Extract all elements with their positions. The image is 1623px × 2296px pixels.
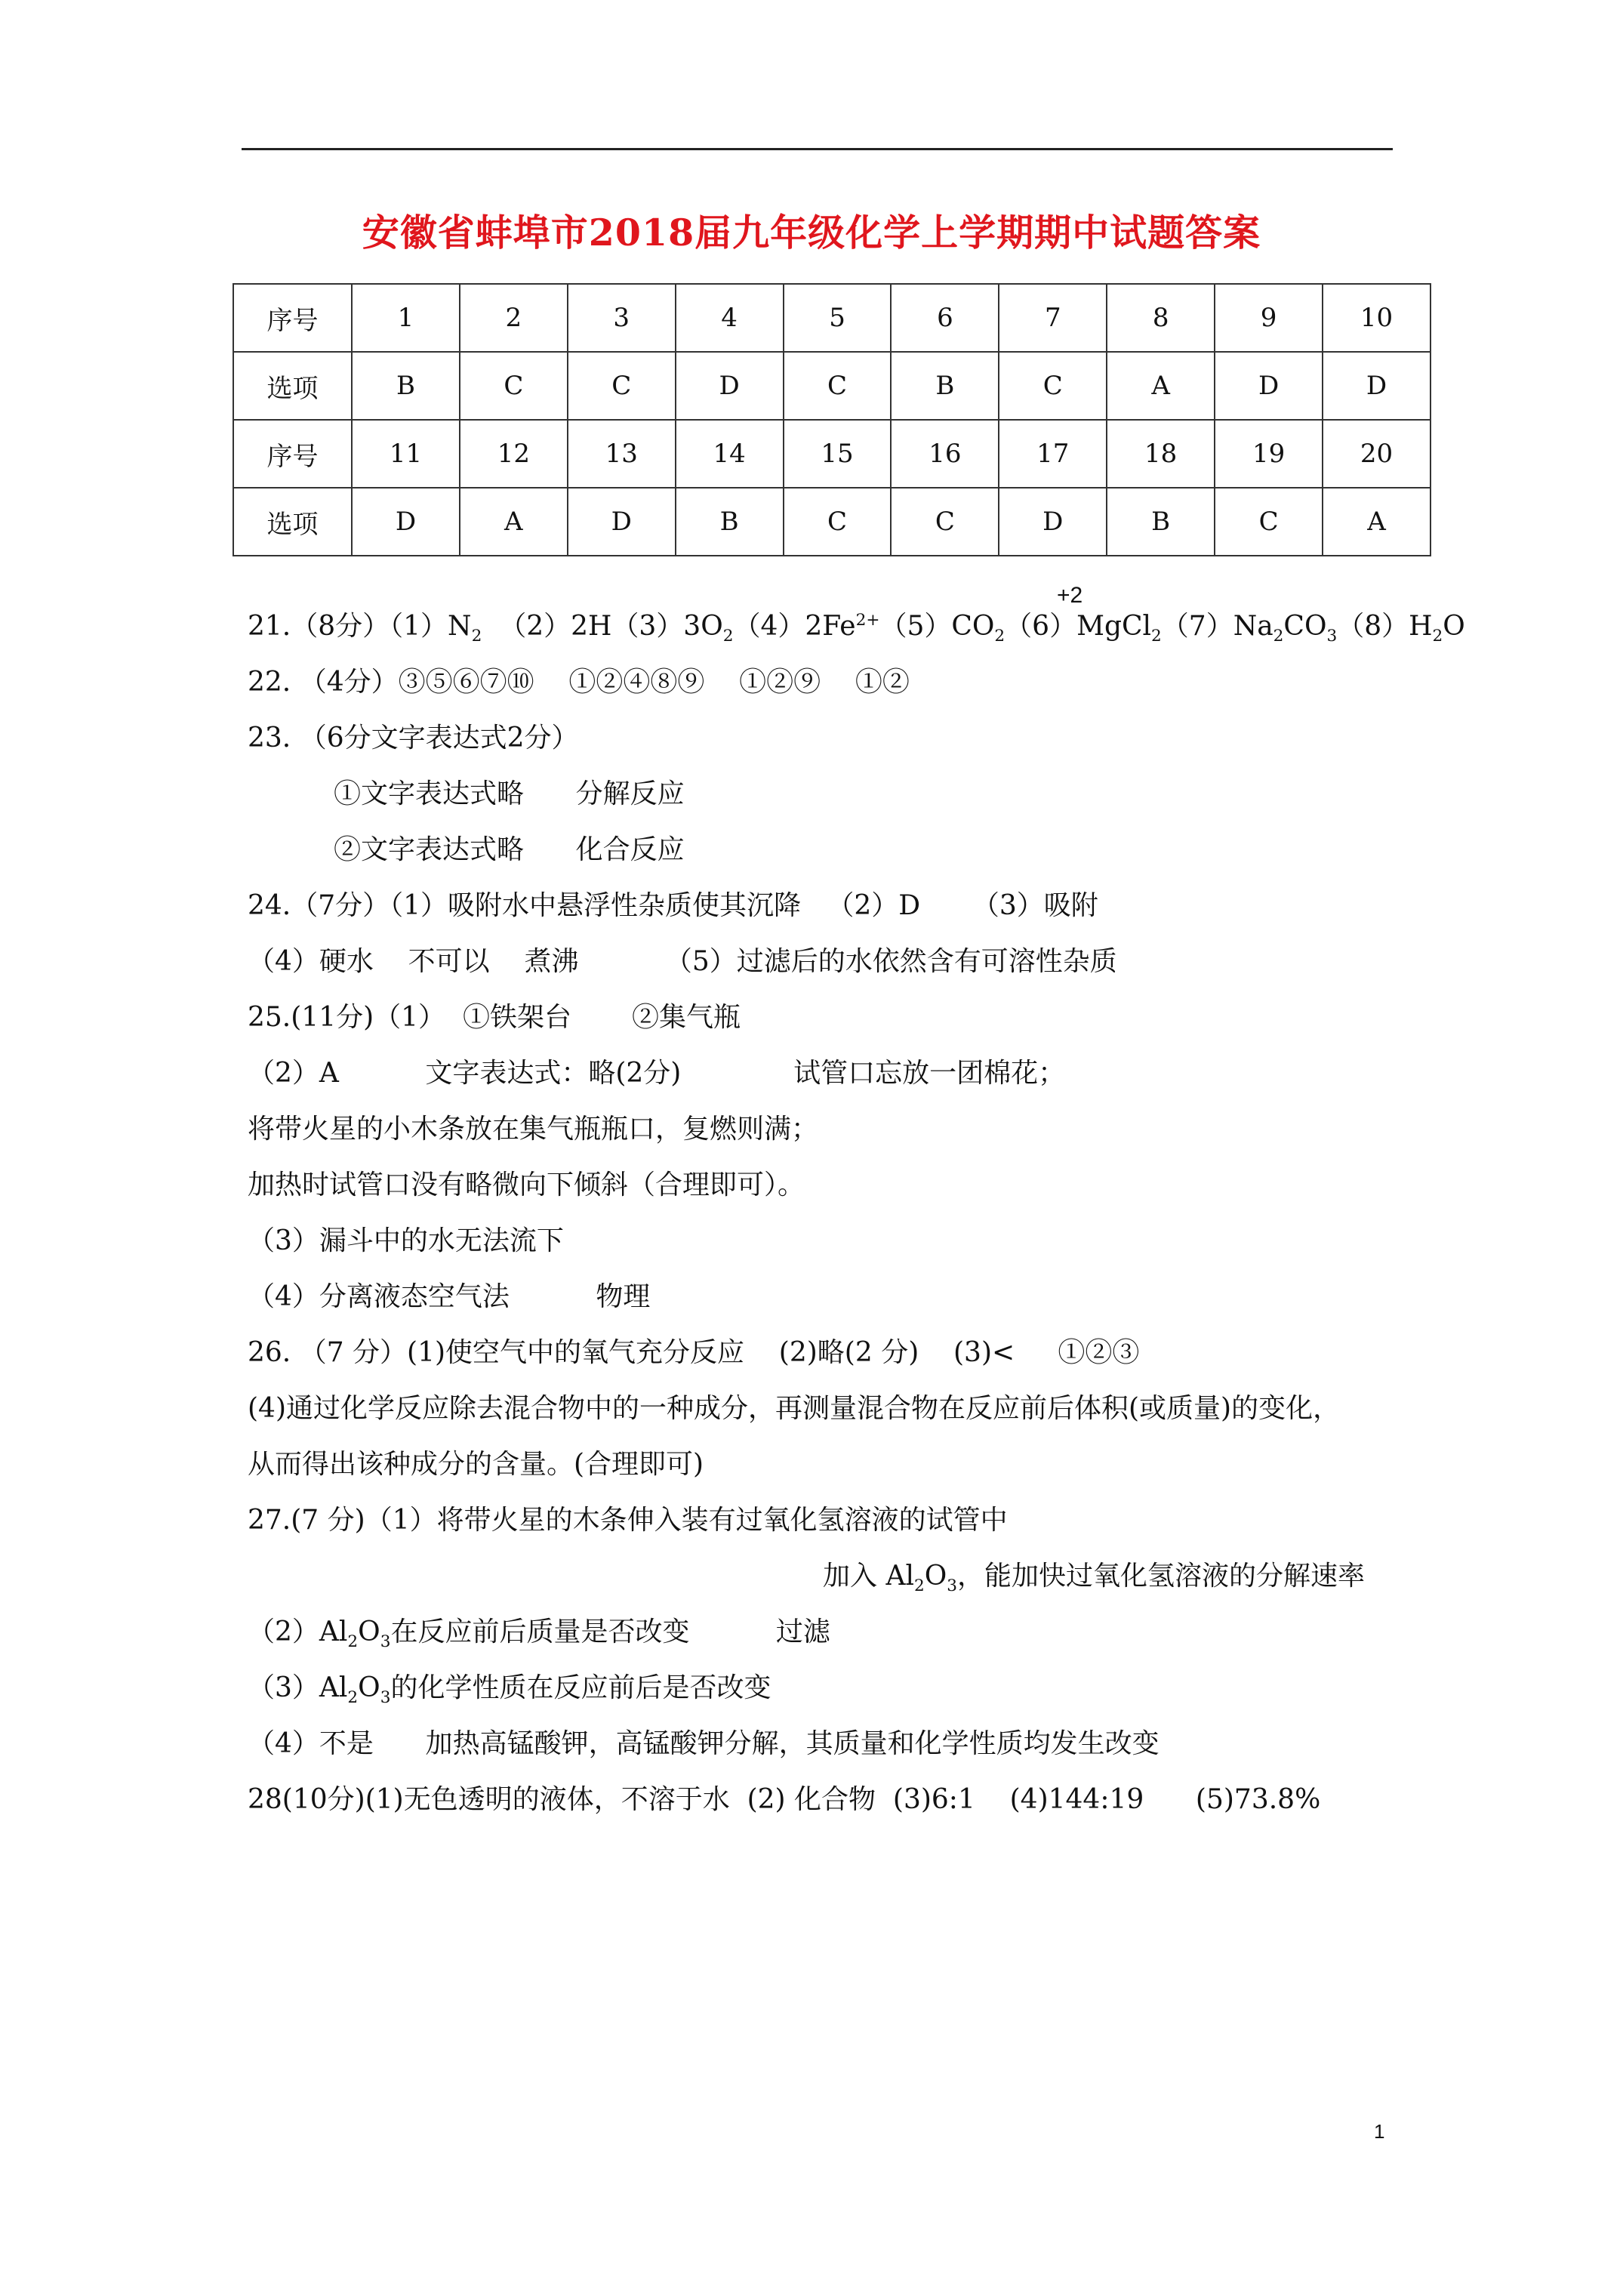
answer-line-23-1: ①文字表达式略 分解反应 <box>334 778 685 809</box>
table-cell: D <box>999 488 1107 556</box>
document-title: 安徽省蚌埠市2018届九年级化学上学期期中试题答案 <box>362 211 1261 254</box>
text-span: （7）Na <box>1161 611 1273 642</box>
table-cell: 16 <box>891 420 999 488</box>
table-cell: D <box>1323 352 1431 420</box>
subscript: 2 <box>1273 627 1284 646</box>
text-span: 的化学性质在反应前后是否改变 <box>390 1672 771 1703</box>
text-span: CO <box>1283 611 1327 642</box>
text-span: 加入 Al <box>823 1561 914 1592</box>
subscript: 3 <box>380 1632 391 1652</box>
table-row <box>233 284 1431 352</box>
table-cell: 19 <box>1215 420 1323 488</box>
subscript: 2 <box>471 627 482 646</box>
table-cell: C <box>1215 488 1323 556</box>
text-span: O <box>924 1561 947 1592</box>
subscript: 3 <box>1326 627 1338 646</box>
subscript: 2 <box>913 1576 925 1596</box>
answer-line-21 <box>248 610 1465 646</box>
answer-line-23-2: ②文字表达式略 化合反应 <box>334 834 685 865</box>
answer-line-26-4b: 从而得出该种成分的含量。(合理即可) <box>248 1449 704 1480</box>
table-cell: D <box>568 488 676 556</box>
row-label: 选项 <box>233 488 352 556</box>
table-cell: C <box>460 352 568 420</box>
table-cell: A <box>460 488 568 556</box>
subscript: 3 <box>380 1688 391 1708</box>
table-cell: 3 <box>568 284 676 352</box>
table-row <box>233 420 1431 488</box>
table-row <box>233 488 1431 556</box>
table-cell: 1 <box>352 284 460 352</box>
subscript: 3 <box>947 1576 957 1596</box>
table-cell: 6 <box>891 284 999 352</box>
answer-line-24-4: （4）硬水 不可以 煮沸 （5）过滤后的水依然含有可溶性杂质 <box>248 946 1117 977</box>
table-cell: C <box>784 488 892 556</box>
answer-line-25-3: （3）漏斗中的水无法流下 <box>248 1225 564 1256</box>
superscript: 2+ <box>855 611 880 630</box>
table-cell: 10 <box>1323 284 1431 352</box>
page-number: 1 <box>1374 2120 1385 2143</box>
answer-line-25-2c: 加热时试管口没有略微向下倾斜（合理即可）。 <box>248 1170 805 1200</box>
row-label: 序号 <box>233 284 352 352</box>
answer-line-22: 22. （4分）③⑤⑥⑦⑩ ①②④⑧⑨ ①②⑨ ①② <box>248 667 910 698</box>
table-cell: 8 <box>1107 284 1215 352</box>
answer-line-23: 23. （6分文字表达式2分） <box>248 723 579 754</box>
text-span: ，能加快过氧化氢溶液的分解速率 <box>956 1561 1365 1592</box>
answer-line-28: 28(10分)(1)无色透明的液体，不溶于水 (2) 化合物 (3)6:1 (4)144:19 (5)73.8% <box>248 1784 1321 1815</box>
table-cell: D <box>1215 352 1323 420</box>
table-cell: C <box>999 352 1107 420</box>
table-cell: 20 <box>1323 420 1431 488</box>
text-span: （8）H <box>1337 611 1433 642</box>
table-cell: B <box>891 352 999 420</box>
answer-line-26: 26. （7 分）(1)使空气中的氧气充分反应 (2)略(2 分) (3)< ①②③ <box>248 1337 1140 1368</box>
answer-line-27: 27.(7 分)（1）将带火星的木条伸入装有过氧化氢溶液的试管中 <box>248 1505 1008 1536</box>
subscript: 2 <box>722 627 734 646</box>
answer-table <box>233 283 1431 556</box>
table-cell: 15 <box>784 420 892 488</box>
text-span: O <box>358 1672 380 1703</box>
valence-charge: +2 <box>1057 583 1083 608</box>
table-cell: 17 <box>999 420 1107 488</box>
subscript: 2 <box>994 627 1006 646</box>
table-cell: 14 <box>676 420 784 488</box>
text-span: （6）MgCl <box>1005 611 1152 642</box>
table-cell: 2 <box>460 284 568 352</box>
table-cell: 12 <box>460 420 568 488</box>
table-row <box>233 352 1431 420</box>
table-cell: B <box>676 488 784 556</box>
row-label: 选项 <box>233 352 352 420</box>
answer-line-24: 24.（7分）（1）吸附水中悬浮性杂质使其沉降 （2）D （3）吸附 <box>248 890 1098 921</box>
subscript: 2 <box>347 1688 359 1708</box>
answer-line-27-3 <box>248 1672 771 1708</box>
answer-line-27-1b <box>823 1560 1365 1596</box>
table-cell: 4 <box>676 284 784 352</box>
text-span: （4）2Fe <box>733 611 856 642</box>
text-span: O <box>358 1616 380 1647</box>
answer-line-27-4: （4）不是 加热高锰酸钾，高锰酸钾分解，其质量和化学性质均发生改变 <box>248 1728 1160 1759</box>
text-span: （2）2H（3）3O <box>482 611 723 642</box>
subscript: 2 <box>1151 627 1162 646</box>
table-cell: A <box>1107 352 1215 420</box>
text-span: 21.（8分）（1）N <box>248 611 472 642</box>
table-cell: C <box>784 352 892 420</box>
table-cell: B <box>1107 488 1215 556</box>
table-cell: 5 <box>784 284 892 352</box>
table-cell: A <box>1323 488 1431 556</box>
row-label: 序号 <box>233 420 352 488</box>
text-span: （5）CO <box>879 611 995 642</box>
answer-line-25: 25.(11分)（1） ①铁架台 ②集气瓶 <box>248 1002 741 1033</box>
text-span: 在反应前后质量是否改变 过滤 <box>390 1616 830 1647</box>
table-cell: B <box>352 352 460 420</box>
table-cell: 7 <box>999 284 1107 352</box>
text-span: （3）Al <box>248 1672 348 1703</box>
answer-line-27-2 <box>248 1616 830 1652</box>
table-cell: 13 <box>568 420 676 488</box>
table-cell: C <box>568 352 676 420</box>
table-cell: D <box>352 488 460 556</box>
text-span: （2）Al <box>248 1616 348 1647</box>
subscript: 2 <box>1432 627 1443 646</box>
text-span: O <box>1443 611 1465 642</box>
table-cell: C <box>891 488 999 556</box>
answer-line-25-2b: 将带火星的小木条放在集气瓶瓶口，复燃则满； <box>248 1114 819 1145</box>
table-cell: D <box>676 352 784 420</box>
table-cell: 11 <box>352 420 460 488</box>
header-rule <box>242 148 1393 150</box>
answer-line-25-4: （4）分离液态空气法 物理 <box>248 1281 651 1312</box>
answer-line-26-4: (4)通过化学反应除去混合物中的一种成分，再测量混合物在反应前后体积(或质量)的变化， <box>248 1393 1341 1424</box>
table-cell: 9 <box>1215 284 1323 352</box>
table-cell: 18 <box>1107 420 1215 488</box>
subscript: 2 <box>347 1632 359 1652</box>
answer-line-25-2: （2）A 文字表达式：略(2分) 试管口忘放一团棉花； <box>248 1058 1066 1089</box>
